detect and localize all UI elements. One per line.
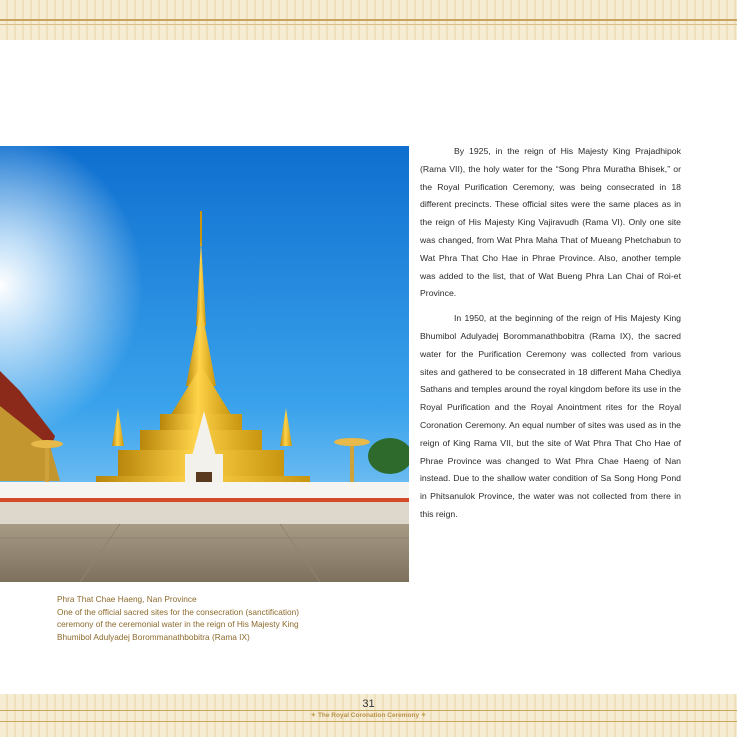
bottom-gold-rule <box>0 721 737 722</box>
caption-line: One of the official sacred sites for the consecration (sanctification) <box>57 606 299 617</box>
caption-line: Phra That Chae Haeng, Nan Province <box>57 594 197 604</box>
footer-title <box>0 711 737 719</box>
photo-caption <box>57 593 347 643</box>
star-ornament-icon: ✦ <box>420 712 427 719</box>
body-text <box>420 143 681 531</box>
stupa-photo <box>0 146 409 582</box>
paragraph: By 1925, in the reign of His Majesty King Prajadhipok (Rama VII), the holy water for the “Song Phra Muratha Bhisek,” or the Royal Purification Ceremony, was being consecrated in 18 different precincts. These official sites were the same places as in the reign of His Majesty King Vajiravudh (Rama VI). Only one site was changed, from Wat Phra Maha That of Mueang Phetchabun to Wat Phra That Cho Hae in Phrae Province. Also, another temple was added to the list, that of Wat Bueng Phra Lan Chai of Roi-et Province. <box>420 146 681 299</box>
star-ornament-icon: ✦ <box>310 712 317 719</box>
page-number: 31 <box>362 698 375 710</box>
top-gold-rule-thin <box>0 24 737 25</box>
paragraph: In 1950, at the beginning of the reign of His Majesty King Bhumibol Adulyadej Borommanathbobitra (Rama IX), the sacred water for the Purification Ceremony was collected from various sites and gathered to be consecrated in 18 different Maha Chediya Sathans and temples around the royal kingdom before its use in the Royal Purification and the Royal Anointment rites for the Royal Coronation Ceremony. An equal number of sites was used as in the reign of King Rama VII, but the site of Wat Phra That Cho Hae of Phrae Province was changed to Wat Phra Chae Haeng of Nan instead. Due to the shallow water condition of Sa Song Hong Pond in Phitsanulok Province, the water was not collected from there in this reign. <box>420 313 681 519</box>
footer-title-text: The Royal Coronation Ceremony <box>317 712 420 719</box>
top-gold-rule <box>0 19 737 21</box>
caption-line: ceremony of the ceremonial water in the reign of His Majesty King <box>57 619 299 629</box>
caption-line: Bhumibol Adulyadej Borommanathbobitra (Rama IX) <box>57 631 250 642</box>
top-decorative-band <box>0 0 737 40</box>
